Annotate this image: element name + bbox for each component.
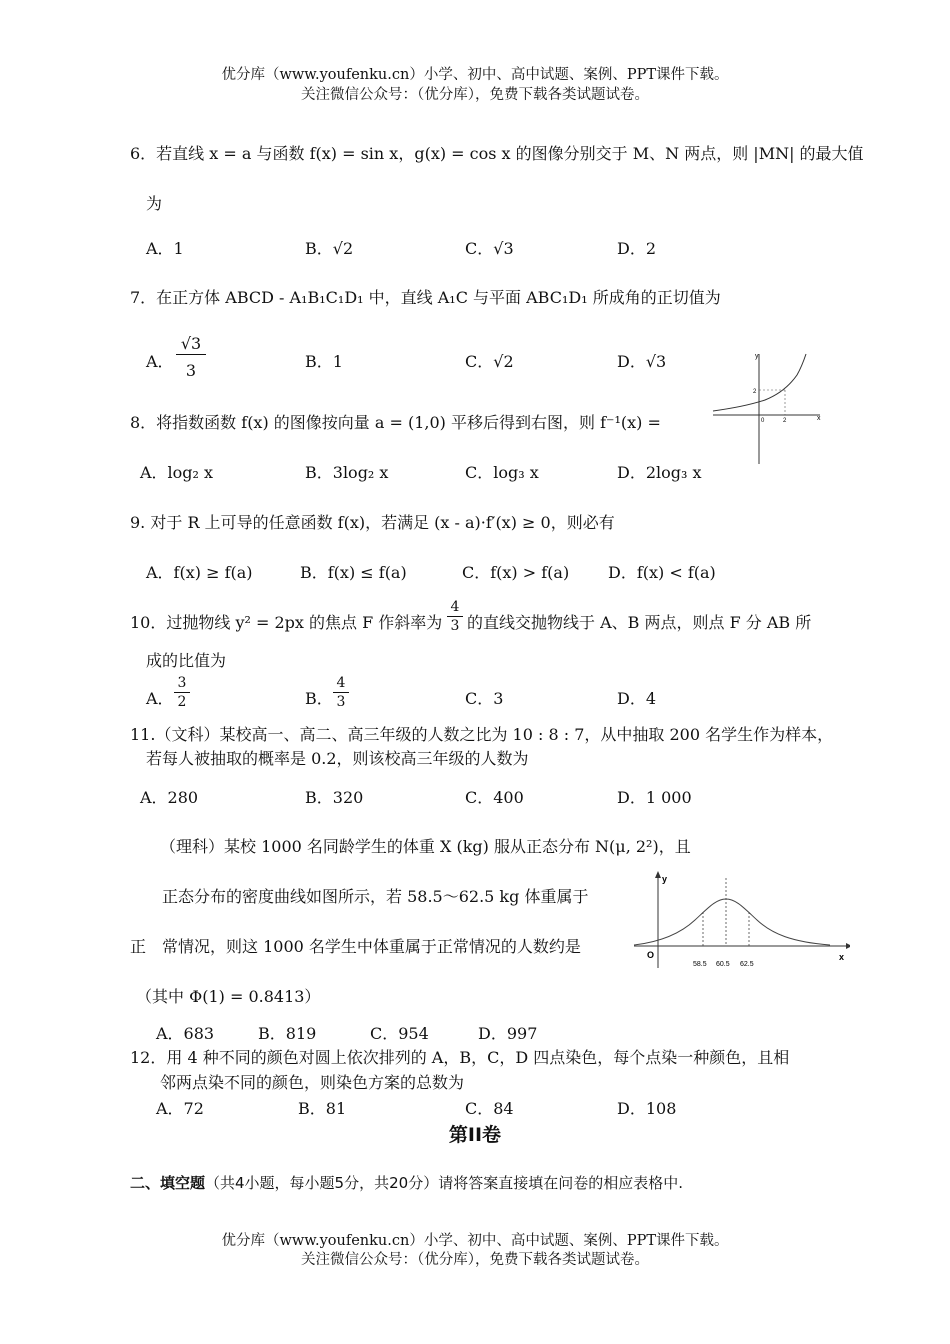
fill-in-heading [130,1172,683,1193]
q6-option-c: C．√3 [465,239,514,258]
q11-li-line-3: 正 常情况，则这 1000 名学生中体重属于正常情况的人数约是 [130,937,581,956]
graph-y-tick: 2 [753,389,757,395]
graph-x-tick: 2 [783,418,787,424]
q10-option-a-denominator: 2 [177,694,187,710]
fill-in-lead: 二、填空题 [130,1174,206,1192]
q11-li-option-c: C．954 [370,1024,429,1043]
q10-stem-a: 10．过抛物线 y² = 2px 的焦点 F 作斜率为 [130,613,443,632]
fill-in-instructions: （共4小题，每小题5分，共20分）请将答案直接填在问卷的相应表格中. [205,1174,683,1192]
q10-option-c: C．3 [465,689,504,708]
q10-option-b-denominator: 3 [336,694,346,710]
q12-stem-2: 邻两点染不同的颜色，则染色方案的总数为 [160,1073,465,1092]
q7-option-a-label: A． [146,352,174,371]
q7-option-b: B．1 [305,352,343,371]
q10-option-b-label: B． [305,689,333,708]
q7-option-a-denominator: 3 [185,361,197,380]
footer-line-2: 关注微信公众号：（优分库），免费下载各类试题试卷。 [301,1252,649,1268]
q10-stem-2: 成的比值为 [146,651,227,670]
q11-li-line-1: （理科）某校 1000 名同龄学生的体重 X (kg) 服从正态分布 N(μ, 2²)，且 [160,837,691,856]
q12-option-a: A．72 [156,1099,204,1118]
q6-stem: 6．若直线 x = a 与函数 f(x) = sin x，g(x) = cos x 的图像分别交于 M、N 两点，则 |MN| 的最大值 [130,144,864,163]
q6-option-d: D．2 [617,239,657,258]
q12-option-c: C．84 [465,1099,514,1118]
q6-option-a: A．1 [146,239,184,258]
normal-graph-tick-58-5: 58.5 [693,961,707,968]
q8-stem: 8．将指数函数 f(x) 的图像按向量 a = (1,0) 平移后得到右图，则 f⁻¹(x) = [130,413,661,432]
header-line-2: 关注微信公众号：（优分库），免费下载各类试题试卷。 [301,87,649,103]
q9-option-c: C．f(x) > f(a) [462,563,570,582]
q8-option-c: C．log₃ x [465,463,539,482]
q7-stem: 7．在正方体 ABCD - A₁B₁C₁D₁ 中，直线 A₁C 与平面 ABC₁D₁ 所成角的正切值为 [130,288,721,307]
q10-slope-fraction [447,598,463,635]
q11-li-line-4: （其中 Φ(1) = 0.8413） [136,987,321,1006]
q11-stem-2: 若每人被抽取的概率是 0.2，则该校高三年级的人数为 [146,749,529,768]
q8-option-b: B．3log₂ x [305,463,389,482]
q12-stem: 12．用 4 种不同的颜色对圆上依次排列的 A，B，C，D 四点染色，每个点染一种颜色，且相 [130,1048,790,1067]
exponential-graph [705,350,825,468]
q10-option-a-fraction [174,674,190,711]
q8-option-a: A．log₂ x [140,463,214,482]
q11-li-line-2: 正态分布的密度曲线如图所示，若 58.5～62.5 kg 体重属于 [162,887,589,906]
q7-option-a-fraction [176,334,206,381]
q6-option-b: B．√2 [305,239,354,258]
q12-option-b: B．81 [298,1099,347,1118]
q10-option-b-numerator: 4 [333,674,349,693]
footer-line-1: 优分库（www.youfenku.cn）小学、初中、高中试题、案例、PPT课件下载。 [221,1233,729,1249]
q11-stem: 11.（文科）某校高一、高二、高三年级的人数之比为 10 : 8 : 7，从中抽取 200 名学生作为样本， [130,725,834,744]
normal-graph-tick-62-5: 62.5 [740,961,754,968]
q11-option-a: A．280 [140,788,199,807]
q9-option-d: D．f(x) < f(a) [608,563,716,582]
q11-li-option-b: B．819 [258,1024,317,1043]
normal-graph-x-label: x [839,952,845,962]
normal-graph-y-label: y [662,874,668,884]
q11-li-option-d: D．997 [478,1024,538,1043]
q9-stem: 9. 对于 R 上可导的任意函数 f(x)，若满足 (x - a)·f′(x) ≥ 0，则必有 [130,513,615,532]
q8-option-d: D．2log₃ x [617,463,702,482]
q11-option-b: B．320 [305,788,364,807]
q12-option-d: D．108 [617,1099,677,1118]
q10-stem-b: 的直线交抛物线于 A、B 两点，则点 F 分 AB 所 [467,613,812,632]
section-title: 第II卷 [448,1124,502,1146]
header-line-1: 优分库（www.youfenku.cn）小学、初中、高中试题、案例、PPT课件下载。 [221,67,729,83]
q10-slope-numerator: 4 [447,598,463,617]
q10-slope-denominator: 3 [450,618,460,634]
graph-x-label: x [817,415,821,422]
q10-option-b-fraction [333,674,349,711]
graph-y-label: y [755,353,759,360]
q11-li-option-a: A．683 [156,1024,215,1043]
graph-origin: 0 [761,418,765,424]
q7-option-c: C．√2 [465,352,514,371]
normal-distribution-graph [630,868,850,968]
q10-option-d: D．4 [617,689,657,708]
q7-option-d: D．√3 [617,352,667,371]
q9-option-b: B．f(x) ≤ f(a) [300,563,407,582]
q10-option-a-label: A． [146,689,174,708]
normal-graph-tick-60-5: 60.5 [716,961,730,968]
q9-option-a: A．f(x) ≥ f(a) [146,563,253,582]
q11-option-d: D．1 000 [617,788,692,807]
q10-option-a-numerator: 3 [174,674,190,693]
q7-option-a-numerator: √3 [176,334,206,355]
q6-stem-2: 为 [146,194,163,213]
normal-graph-origin: O [647,950,655,960]
q11-option-c: C．400 [465,788,524,807]
